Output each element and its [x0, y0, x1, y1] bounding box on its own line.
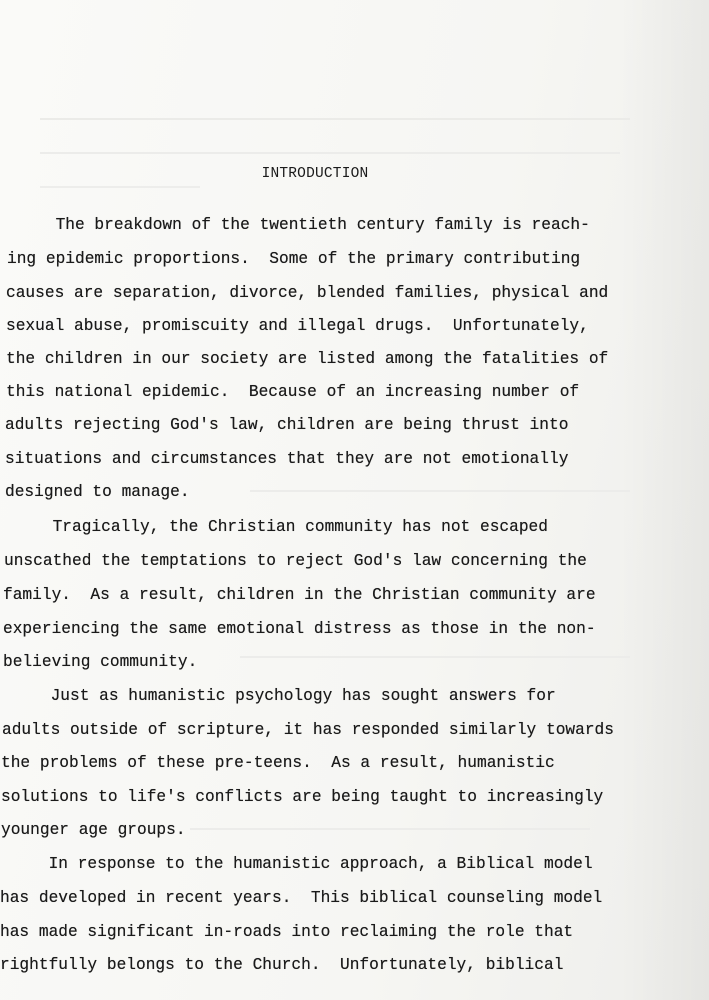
- body-line: adults outside of scripture, it has responded similarly towards: [2, 721, 614, 739]
- body-line: sexual abuse, promiscuity and illegal drugs. Unfortunately,: [6, 317, 589, 335]
- body-line: adults rejecting God's law, children are being thrust into: [5, 416, 569, 434]
- body-line: believing community.: [3, 653, 198, 671]
- body-line: the children in our society are listed among the fatalities of: [6, 350, 609, 368]
- body-line: In response to the humanistic approach, a Biblical model: [0, 855, 593, 873]
- body-line: Just as humanistic psychology has sought answers for: [2, 687, 556, 705]
- body-line: ing epidemic proportions. Some of the primary contributing: [7, 250, 581, 268]
- body-line: solutions to life's conflicts are being taught to increasingly: [1, 788, 604, 806]
- body-line: unscathed the temptations to reject God's law concerning the: [4, 552, 587, 570]
- body-line: designed to manage.: [5, 483, 190, 501]
- body-line: The breakdown of the twentieth century family is reach-: [7, 216, 590, 234]
- body-line: family. As a result, children in the Christian community are: [3, 586, 596, 604]
- body-line: younger age groups.: [1, 821, 186, 839]
- body-line: has made significant in-roads into reclaiming the role that: [0, 923, 574, 941]
- body-line: Tragically, the Christian community has not escaped: [4, 518, 548, 536]
- body-line: rightfully belongs to the Church. Unfortunately, biblical: [0, 956, 564, 974]
- body-line: this national epidemic. Because of an increasing number of: [6, 383, 580, 401]
- body-line: has developed in recent years. This biblical counseling model: [0, 889, 603, 907]
- body-line: experiencing the same emotional distress as those in the non-: [3, 620, 596, 638]
- body-line: the problems of these pre-teens. As a result, humanistic: [1, 754, 555, 772]
- body-line: causes are separation, divorce, blended families, physical and: [6, 284, 609, 302]
- body-line: situations and circumstances that they are not emotionally: [5, 450, 569, 468]
- document-heading: INTRODUCTION: [261, 166, 369, 182]
